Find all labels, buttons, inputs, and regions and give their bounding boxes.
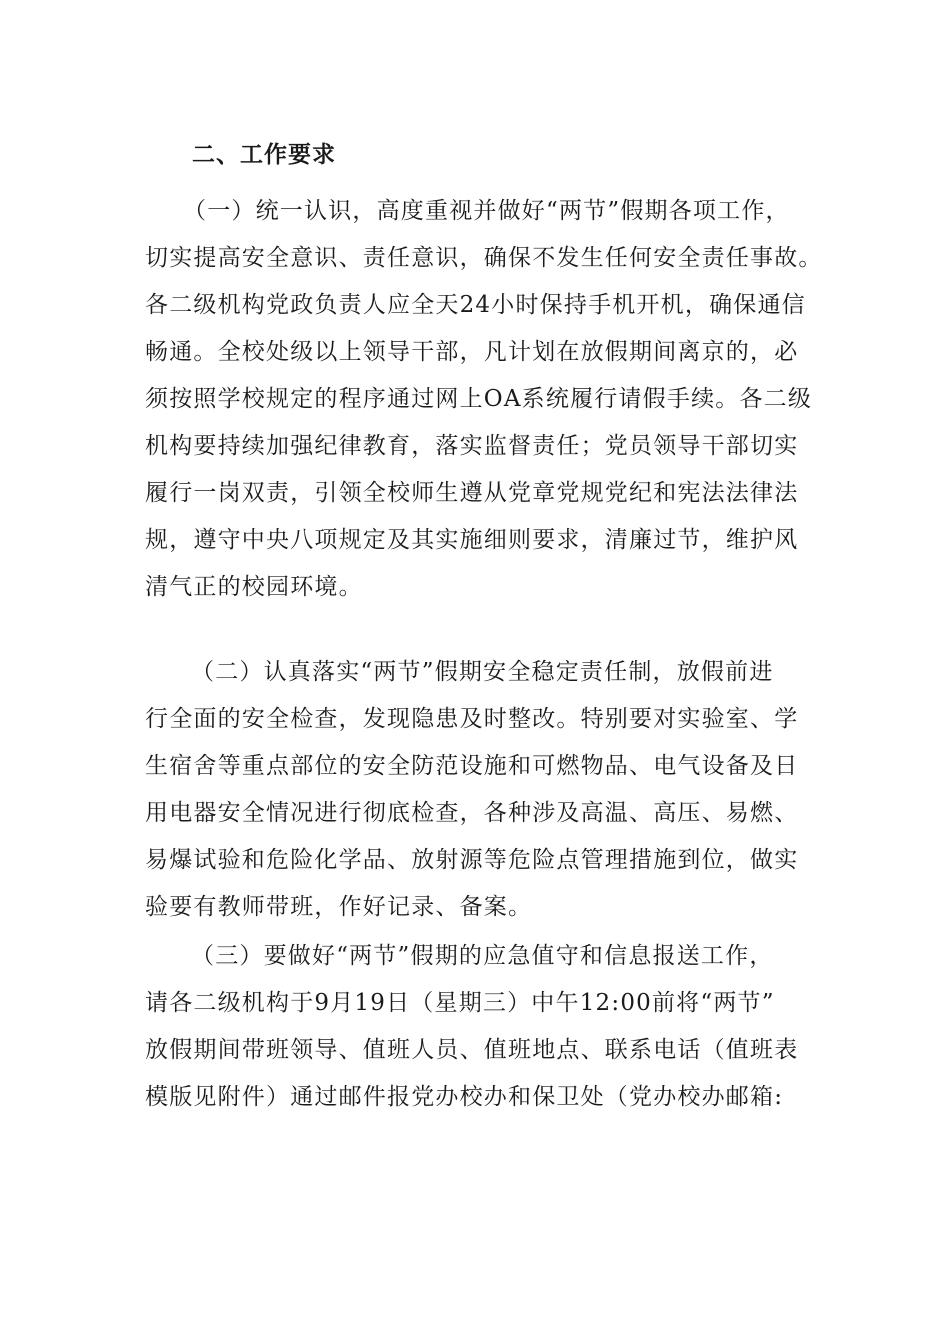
paragraph-line: 清气正的校园环境。	[145, 574, 363, 600]
paragraph-line: 规，遵守中央八项规定及其实施细则要求，清廉过节，维护风	[145, 527, 799, 553]
paragraph-line: 须按照学校规定的程序通过网上OA系统履行请假手续。各二级	[145, 386, 813, 412]
paragraph-line: 用电器安全情况进行彻底检查，各种涉及高温、高压、易燃、	[145, 800, 799, 826]
paragraph-line: 机构要持续加强纪律教育，落实监督责任；党员领导干部切实	[145, 433, 799, 459]
paragraph-line: 验要有教师带班，作好记录、备案。	[145, 894, 533, 920]
paragraph-3	[145, 933, 805, 1121]
paragraph-1	[145, 188, 823, 611]
paragraph-line: 放假期间带班领导、值班人员、值班地点、联系电话（值班表	[145, 1037, 799, 1063]
paragraph-line: 各二级机构党政负责人应全天24小时保持手机开机，确保通信	[145, 292, 806, 318]
paragraph-line: （二）认真落实“两节”假期安全稳定责任制，放假前进	[191, 659, 774, 685]
paragraph-line: 易爆试验和危险化学品、放射源等危险点管理措施到位，做实	[145, 847, 799, 873]
paragraph-line: 切实提高安全意识、责任意识，确保不发生任何安全责任事故。	[145, 245, 823, 271]
paragraph-line: 行全面的安全检查，发现隐患及时整改。特别要对实验室、学	[145, 706, 799, 732]
paragraph-2	[145, 649, 805, 931]
paragraph-line: （三）要做好“两节”假期的应急值守和信息报送工作，	[191, 943, 774, 969]
paragraph-line: 模版见附件）通过邮件报党办校办和保卫处（党办校办邮箱:	[145, 1084, 784, 1110]
section-heading: 二、工作要求	[192, 142, 336, 168]
paragraph-line: 请各二级机构于9月19日（星期三）中午12:00前将“两节”	[145, 990, 775, 1016]
paragraph-line: 履行一岗双责，引领全校师生遵从党章党规党纪和宪法法律法	[145, 480, 799, 506]
paragraph-line: 生宿舍等重点部位的安全防范设施和可燃物品、电气设备及日	[145, 753, 799, 779]
paragraph-line: 畅通。全校处级以上领导干部，凡计划在放假期间离京的，必	[145, 339, 799, 365]
paragraph-line: （一）统一认识，高度重视并做好“两节”假期各项工作，	[183, 198, 790, 224]
